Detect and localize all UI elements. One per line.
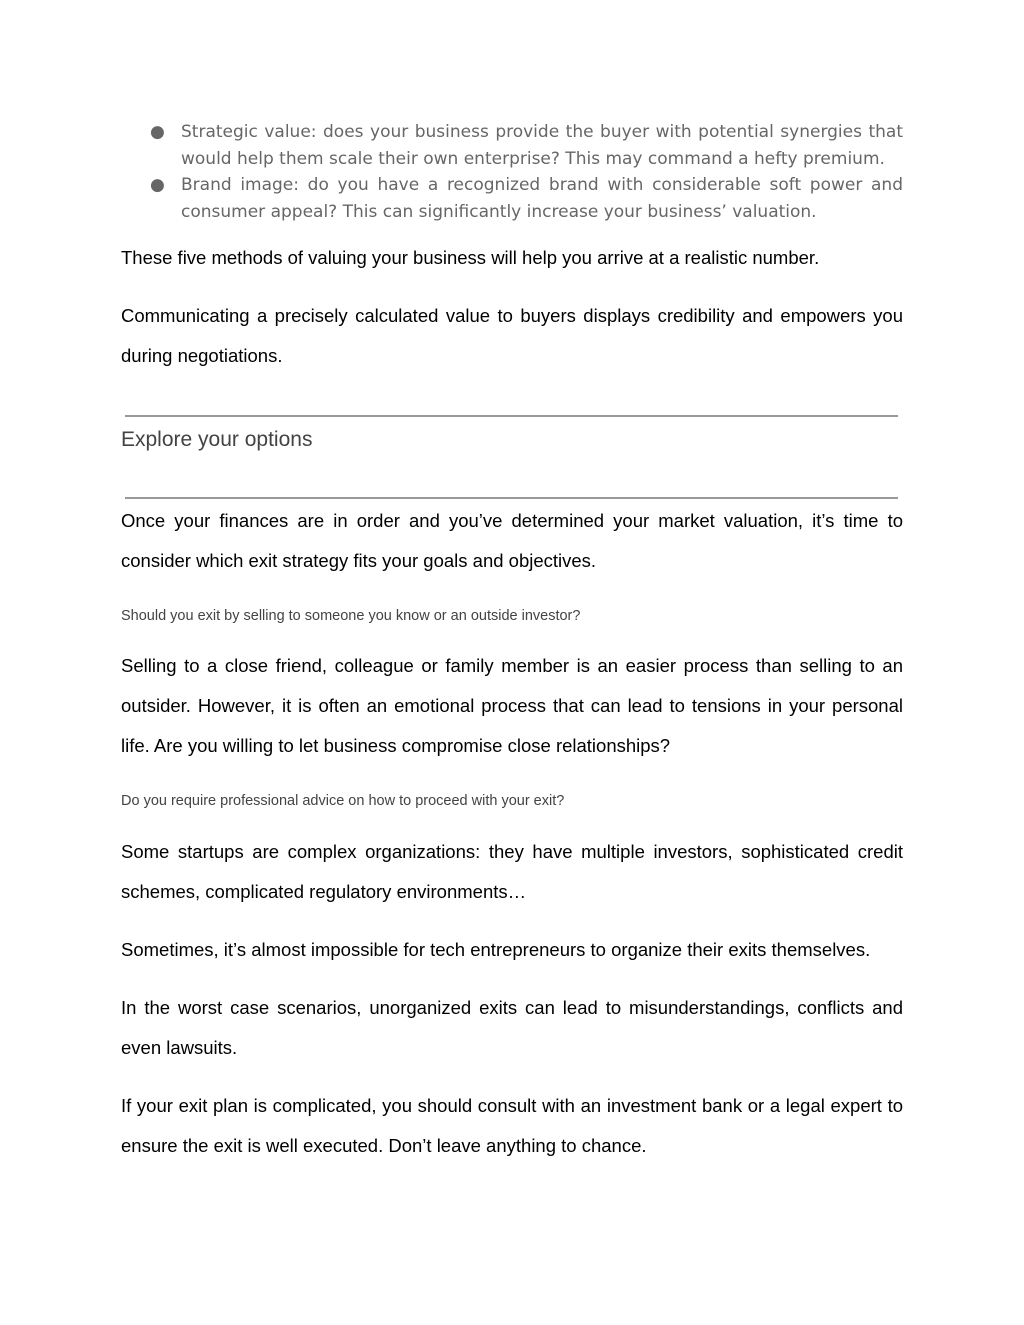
horizontal-rule-top — [125, 415, 898, 417]
paragraph-finances-in-order: Once your finances are in order and you’ve determined your market valuation, it’s time to consider which exit strategy fits your goals and objectives. — [121, 510, 903, 571]
paragraph-almost-impossible: Sometimes, it’s almost impossible for tech entrepreneurs to organize their exits themselves. — [121, 939, 871, 960]
bullet-list — [121, 119, 903, 225]
paragraph-selling-close-friend: Selling to a close friend, colleague or family member is an easier process than selling to an outsider. However, it is often an emotional process that can lead to tensions in your personal life. Are you willing to let business compromise close relationships? — [121, 655, 903, 756]
bullet-text: Brand image: do you have a recognized brand with considerable soft power and consumer appeal? This can significantly increase your business’ valuation. — [181, 175, 903, 222]
subheading-professional-advice: Do you require professional advice on how to proceed with your exit? — [121, 793, 565, 809]
bullet-marker: ● — [150, 122, 165, 142]
paragraph-consult-expert: If your exit plan is complicated, you should consult with an investment bank or a legal expert to ensure the exit is well executed. Don’t leave anything to chance. — [121, 1095, 903, 1156]
horizontal-rule-bottom — [125, 497, 898, 499]
paragraph-five-methods: These five methods of valuing your business will help you arrive at a realistic number. — [121, 247, 820, 268]
bullet-text: Strategic value: does your business provide the buyer with potential synergies that would help them scale their own enterprise? This may command a hefty premium. — [181, 122, 903, 169]
subheading-selling-to-someone: Should you exit by selling to someone you know or an outside investor? — [121, 608, 581, 624]
bullet-item-brand-image — [121, 172, 903, 225]
bullet-marker: ● — [150, 175, 165, 195]
bullet-item-strategic-value — [121, 119, 903, 172]
paragraph-communicating-value: Communicating a precisely calculated value to buyers displays credibility and empowers you during negotiations. — [121, 305, 903, 366]
paragraph-worst-case: In the worst case scenarios, unorganized exits can lead to misunderstandings, conflicts and even lawsuits. — [121, 997, 903, 1058]
paragraph-complex-startups: Some startups are complex organizations: they have multiple investors, sophisticated credit schemes, complicated regulatory environments… — [121, 841, 903, 902]
section-heading: Explore your options — [121, 428, 313, 451]
